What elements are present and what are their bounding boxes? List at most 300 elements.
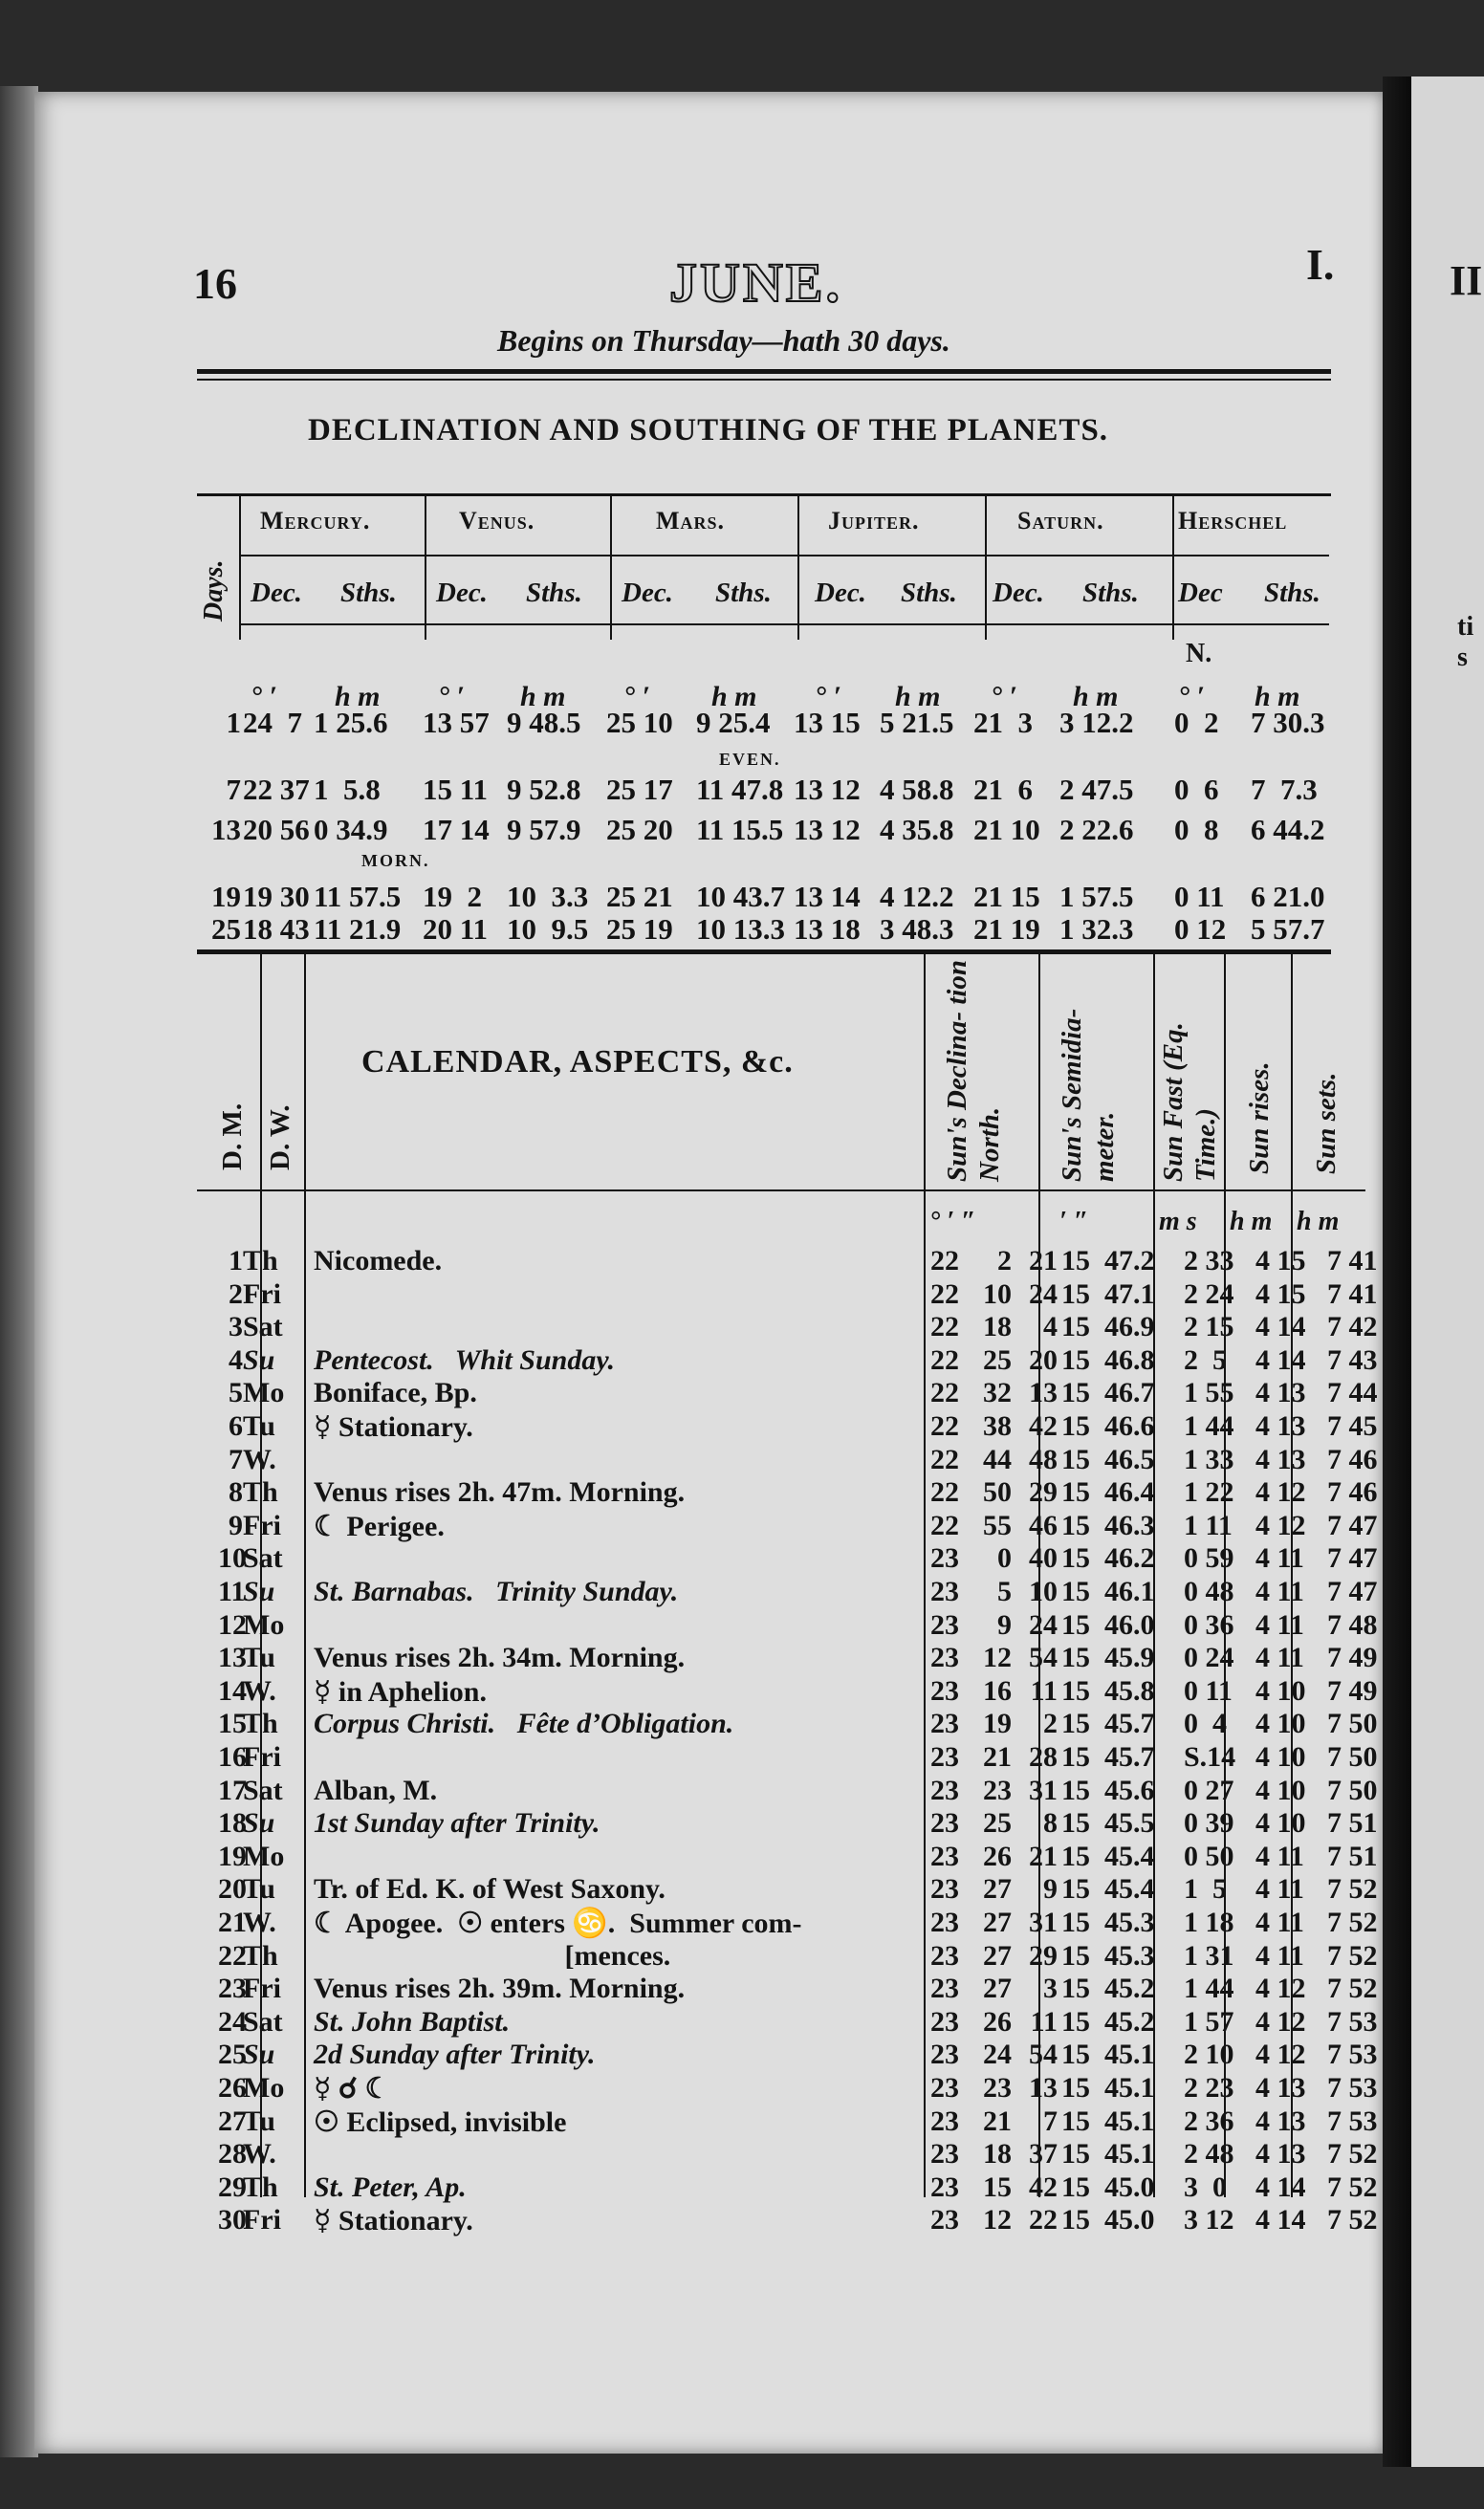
- planet-cell: 1 5.8: [314, 773, 381, 806]
- facing-page: [1411, 76, 1484, 2467]
- subhead-sths: Sths.: [526, 578, 582, 608]
- calendar-row: [218, 1973, 1394, 2006]
- semidiameter: 15 45.4: [1061, 1873, 1155, 1905]
- event-text: Alban, M.: [314, 1775, 438, 1806]
- declination-degrees: 23: [930, 1940, 959, 1972]
- semidiameter: 15 46.8: [1061, 1344, 1155, 1376]
- calendar-heading: CALENDAR, ASPECTS, &c.: [361, 1044, 794, 1080]
- declination-seconds: 54: [1029, 1642, 1058, 1673]
- facing-page-fragment: II: [1450, 257, 1483, 304]
- declination-degrees: 22: [930, 1377, 959, 1408]
- day-of-month: 11: [218, 1576, 246, 1607]
- day-of-week: Th: [243, 1476, 278, 1508]
- planet-cell: 18 43: [243, 912, 310, 946]
- declination-minutes: 23: [983, 2072, 1012, 2104]
- day-of-week: W.: [243, 1444, 276, 1475]
- unit-label: ° ′: [251, 681, 277, 712]
- semidiameter: 15 45.3: [1061, 1940, 1155, 1972]
- day-of-week: Tu: [243, 1642, 275, 1673]
- sun-fast: 1 31: [1184, 1940, 1234, 1972]
- planet-cell: 0 8: [1174, 813, 1219, 846]
- day-of-week: Fri: [243, 2204, 281, 2236]
- calendar-row: [218, 2171, 1394, 2205]
- calendar-row: [218, 1807, 1394, 1841]
- sun-rises: 4 11: [1255, 1609, 1304, 1641]
- day-of-month: 13: [218, 1642, 247, 1673]
- declination-minutes: 10: [983, 1278, 1012, 1310]
- planets-bottom-rule: [197, 949, 1331, 954]
- sun-rises: 4 12: [1255, 2039, 1306, 2070]
- sun-sets: 7 50: [1327, 1708, 1378, 1739]
- subhead-dec: Dec.: [436, 578, 488, 608]
- semidiameter: 15 45.6: [1061, 1775, 1155, 1806]
- declination-seconds: 8: [1043, 1807, 1058, 1839]
- col-sun-sets: Sun sets.: [1311, 1072, 1342, 1174]
- calendar-row: [218, 2072, 1394, 2105]
- declination-degrees: 23: [930, 1973, 959, 2004]
- subhead-dec: Dec: [1178, 578, 1223, 608]
- days-label: Days.: [199, 559, 229, 622]
- semidiameter: 15 46.1: [1061, 1576, 1155, 1607]
- sun-sets: 7 49: [1327, 1642, 1378, 1673]
- sun-rises: 4 13: [1255, 2072, 1306, 2104]
- declination-seconds: 13: [1029, 1377, 1058, 1408]
- semidiameter: 15 45.9: [1061, 1642, 1155, 1673]
- sun-rises: 4 10: [1255, 1775, 1306, 1806]
- sun-sets: 7 45: [1327, 1410, 1378, 1442]
- planet-cell: 1 57.5: [1059, 880, 1134, 913]
- planet-cell: 0 34.9: [314, 813, 388, 846]
- planet-cell: 24 7: [243, 706, 302, 739]
- unit-label: h m: [1230, 1207, 1273, 1236]
- declination-degrees: 23: [930, 2006, 959, 2038]
- sun-fast: 2 48: [1184, 2138, 1234, 2170]
- event-text: ☾ Perigee.: [314, 1511, 445, 1542]
- day-of-week: Th: [243, 1708, 278, 1739]
- day-of-month: 22: [218, 1940, 247, 1972]
- sun-rises: 4 10: [1255, 1675, 1306, 1707]
- planet-cell: 10 3.3: [507, 880, 589, 913]
- day-of-week: Tu: [243, 1873, 275, 1905]
- declination-seconds: 10: [1029, 1576, 1058, 1607]
- subhead-sths: Sths.: [340, 578, 397, 608]
- planet-cell: 21 6: [973, 773, 1033, 806]
- month-title: JUNE.: [669, 251, 842, 314]
- semidiameter: 15 45.3: [1061, 1907, 1155, 1938]
- event-text: Nicomede.: [314, 1245, 443, 1276]
- semidiameter: 15 46.2: [1061, 1542, 1155, 1574]
- sun-sets: 7 49: [1327, 1675, 1378, 1707]
- sun-rises: 4 14: [1255, 1311, 1306, 1342]
- sun-sets: 7 43: [1327, 1344, 1378, 1376]
- sun-fast: 1 18: [1184, 1907, 1234, 1938]
- planet-row-day: 19: [211, 880, 241, 913]
- planet-cell: 22 37: [243, 773, 310, 806]
- declination-seconds: 54: [1029, 2039, 1058, 2070]
- declination-degrees: 23: [930, 1708, 959, 1739]
- declination-degrees: 23: [930, 2204, 959, 2236]
- event-text: St. Barnabas. Trinity Sunday.: [314, 1576, 679, 1607]
- day-of-week: Th: [243, 1245, 278, 1276]
- declination-degrees: 23: [930, 1741, 959, 1773]
- day-of-month: 21: [218, 1907, 247, 1938]
- day-of-week: W.: [243, 1675, 276, 1707]
- sun-sets: 7 44: [1327, 1377, 1378, 1408]
- semidiameter: 15 45.1: [1061, 2105, 1155, 2137]
- declination-degrees: 23: [930, 1642, 959, 1673]
- day-of-month: 3: [229, 1311, 243, 1342]
- declination-minutes: 21: [983, 2105, 1012, 2137]
- unit-label: ° ′: [815, 681, 841, 712]
- planet-cell: 4 12.2: [880, 880, 954, 913]
- calendar-row: [218, 1344, 1394, 1378]
- unit-label: h m: [1255, 681, 1300, 712]
- calendar-row: [218, 1542, 1394, 1576]
- planets-table-title: DECLINATION AND SOUTHING OF THE PLANETS.: [308, 413, 1109, 447]
- calendar-row: [218, 1444, 1394, 1477]
- unit-label: ° ′: [1178, 681, 1205, 712]
- event-text: ☉ Eclipsed, invisible: [314, 2106, 567, 2138]
- planet-mercury: Mercury.: [260, 507, 371, 535]
- day-of-week: W.: [243, 1907, 276, 1938]
- col-sun-rises: Sun rises.: [1244, 1061, 1275, 1174]
- unit-label: h m: [1073, 681, 1119, 712]
- planet-cell: 3 12.2: [1059, 706, 1134, 739]
- event-text: Pentecost. Whit Sunday.: [314, 1344, 616, 1376]
- planet-cell: 21 19: [973, 912, 1040, 946]
- declination-degrees: 23: [930, 1807, 959, 1839]
- day-of-week: W.: [243, 2138, 276, 2170]
- declination-seconds: 46: [1029, 1510, 1058, 1541]
- calendar-row: [218, 1278, 1394, 1312]
- day-of-week: Tu: [243, 1410, 275, 1442]
- day-of-month: 26: [218, 2072, 247, 2104]
- top-rule-thin: [197, 379, 1331, 381]
- sun-rises: 4 11: [1255, 1907, 1304, 1938]
- event-text: Corpus Christi. Fête d’Obligation.: [314, 1708, 734, 1739]
- column-divider: [610, 496, 612, 640]
- day-of-week: Mo: [243, 1609, 285, 1641]
- event-text: ☿ ☌ ☾: [314, 2073, 391, 2105]
- calendar-row: [218, 1675, 1394, 1709]
- declination-degrees: 23: [930, 1675, 959, 1707]
- planet-cell: 11 15.5: [696, 813, 784, 846]
- day-of-month: 16: [218, 1741, 247, 1773]
- declination-seconds: 24: [1029, 1609, 1058, 1641]
- planet-cell: 20 11: [423, 912, 489, 946]
- sun-rises: 4 15: [1255, 1278, 1306, 1310]
- day-of-week: Mo: [243, 1377, 285, 1408]
- column-divider: [1172, 496, 1174, 640]
- planet-cell: 1 32.3: [1059, 912, 1134, 946]
- declination-degrees: 22: [930, 1278, 959, 1310]
- sun-rises: 4 13: [1255, 2138, 1306, 2170]
- morn-note: MORN.: [361, 851, 430, 870]
- planet-cell: 9 48.5: [507, 706, 581, 739]
- semidiameter: 15 45.7: [1061, 1708, 1155, 1739]
- planet-venus: Venus.: [459, 507, 535, 535]
- day-of-week: Su: [243, 1344, 275, 1376]
- day-of-month: 10: [218, 1542, 247, 1574]
- planet-cell: 21 3: [973, 706, 1033, 739]
- subhead-dec: Dec.: [622, 578, 673, 608]
- planet-row-day: 13: [211, 813, 241, 846]
- declination-seconds: 31: [1029, 1907, 1058, 1938]
- planets-subheader-rule: [239, 623, 1329, 625]
- event-text: ☿ Stationary.: [314, 1411, 473, 1443]
- planet-cell: 13 57: [423, 706, 490, 739]
- day-of-week: Fri: [243, 1741, 281, 1773]
- unit-label: ° ′: [623, 681, 650, 712]
- declination-degrees: 23: [930, 1576, 959, 1607]
- planet-cell: 25 21: [606, 880, 673, 913]
- subhead-sths: Sths.: [715, 578, 772, 608]
- declination-seconds: 11: [1030, 1675, 1058, 1707]
- sun-rises: 4 11: [1255, 1642, 1304, 1673]
- planet-cell: 3 48.3: [880, 912, 954, 946]
- book-spine: [0, 86, 38, 2457]
- calendar-row: [218, 1907, 1394, 1940]
- semidiameter: 15 47.1: [1061, 1278, 1155, 1310]
- day-of-week: Fri: [243, 1973, 281, 2004]
- declination-minutes: 12: [983, 2204, 1012, 2236]
- sun-sets: 7 50: [1327, 1741, 1378, 1773]
- declination-degrees: 23: [930, 1907, 959, 1938]
- calendar-row: [218, 2138, 1394, 2171]
- semidiameter: 15 46.7: [1061, 1377, 1155, 1408]
- event-text: Boniface, Bp.: [314, 1377, 477, 1408]
- sun-rises: 4 10: [1255, 1741, 1306, 1773]
- declination-seconds: 3: [1043, 1973, 1058, 2004]
- day-of-week: Mo: [243, 1841, 285, 1872]
- sun-fast: 2 10: [1184, 2039, 1234, 2070]
- sun-sets: 7 52: [1327, 1907, 1378, 1938]
- declination-degrees: 22: [930, 1344, 959, 1376]
- planet-cell: 13 18: [794, 912, 861, 946]
- sun-sets: 7 53: [1327, 2105, 1378, 2137]
- day-of-month: 7: [229, 1444, 243, 1475]
- semidiameter: 15 46.9: [1061, 1311, 1155, 1342]
- sun-rises: 4 15: [1255, 1245, 1306, 1276]
- sun-sets: 7 47: [1327, 1510, 1378, 1541]
- day-of-week: Fri: [243, 1278, 281, 1310]
- planet-herschel: Herschel: [1178, 507, 1288, 535]
- planet-cell: 20 56: [243, 813, 310, 846]
- col-sun-fast: Sun Fast (Eq. Time.): [1158, 1022, 1221, 1182]
- sun-rises: 4 11: [1255, 1873, 1304, 1905]
- semidiameter: 15 45.0: [1061, 2171, 1155, 2203]
- declination-seconds: 48: [1029, 1444, 1058, 1475]
- sun-fast: 1 5: [1184, 1873, 1227, 1905]
- planet-cell: 11 21.9: [314, 912, 402, 946]
- declination-minutes: 15: [983, 2171, 1012, 2203]
- declination-minutes: 26: [983, 1841, 1012, 1872]
- unit-label: ° ′: [991, 681, 1017, 712]
- sun-rises: 4 11: [1255, 1576, 1304, 1607]
- unit-label: h m: [895, 681, 941, 712]
- semidiameter: 15 46.6: [1061, 1410, 1155, 1442]
- declination-seconds: 21: [1029, 1245, 1058, 1276]
- declination-minutes: 27: [983, 1973, 1012, 2004]
- sun-rises: 4 13: [1255, 1410, 1306, 1442]
- day-of-week: Fri: [243, 1510, 281, 1541]
- semidiameter: 15 46.0: [1061, 1609, 1155, 1641]
- planet-cell: 7 7.3: [1251, 773, 1318, 806]
- calendar-row: [218, 1940, 1394, 1974]
- sun-fast: 2 5: [1184, 1344, 1227, 1376]
- declination-minutes: 25: [983, 1344, 1012, 1376]
- semidiameter: 15 47.2: [1061, 1245, 1155, 1276]
- sun-fast: 0 48: [1184, 1576, 1234, 1607]
- day-of-month: 12: [218, 1609, 247, 1641]
- day-of-month: 28: [218, 2138, 247, 2170]
- declination-minutes: 38: [983, 1410, 1012, 1442]
- planet-cell: 25 10: [606, 706, 673, 739]
- event-text: ☿ in Aphelion.: [314, 1676, 487, 1708]
- calendar-row: [218, 1873, 1394, 1907]
- planet-row-day: 1: [226, 706, 241, 739]
- declination-degrees: 23: [930, 2039, 959, 2070]
- planet-cell: 4 58.8: [880, 773, 954, 806]
- declination-degrees: 22: [930, 1444, 959, 1475]
- sun-sets: 7 51: [1327, 1807, 1378, 1839]
- planet-cell: 13 12: [794, 813, 861, 846]
- declination-minutes: 12: [983, 1642, 1012, 1673]
- sun-rises: 4 14: [1255, 2171, 1306, 2203]
- declination-minutes: 26: [983, 2006, 1012, 2038]
- planet-cell: 17 14: [423, 813, 490, 846]
- declination-seconds: 9: [1043, 1873, 1058, 1905]
- planet-cell: 0 6: [1174, 773, 1219, 806]
- calendar-row: [218, 1841, 1394, 1874]
- semidiameter: 15 45.2: [1061, 2006, 1155, 2038]
- day-of-month: 6: [229, 1410, 243, 1442]
- subhead-dec: Dec.: [815, 578, 866, 608]
- day-of-month: 29: [218, 2171, 247, 2203]
- facing-page-fragment: s: [1457, 643, 1468, 672]
- declination-seconds: 42: [1029, 1410, 1058, 1442]
- declination-degrees: 23: [930, 2105, 959, 2137]
- calendar-row: [218, 2006, 1394, 2040]
- top-rule: [197, 369, 1331, 374]
- semidiameter: 15 45.1: [1061, 2039, 1155, 2070]
- sun-sets: 7 47: [1327, 1576, 1378, 1607]
- sun-sets: 7 46: [1327, 1476, 1378, 1508]
- planet-cell: 7 30.3: [1251, 706, 1325, 739]
- sun-sets: 7 51: [1327, 1841, 1378, 1872]
- declination-degrees: 22: [930, 1245, 959, 1276]
- sun-rises: 4 12: [1255, 1476, 1306, 1508]
- col-sun-semidiameter: Sun's Semidia- meter.: [1057, 1008, 1120, 1182]
- day-of-week: Th: [243, 1940, 278, 1972]
- unit-label: ° ′ ″: [929, 1207, 976, 1236]
- sun-fast: 1 33: [1184, 1444, 1234, 1475]
- sun-rises: 4 13: [1255, 2105, 1306, 2137]
- planet-cell: 1 25.6: [314, 706, 388, 739]
- declination-minutes: 44: [983, 1444, 1012, 1475]
- event-text: Venus rises 2h. 47m. Morning.: [314, 1476, 686, 1508]
- col-day-of-week: D. W.: [265, 1104, 295, 1170]
- declination-seconds: 31: [1029, 1775, 1058, 1806]
- sun-sets: 7 52: [1327, 2204, 1378, 2236]
- day-of-month: 24: [218, 2006, 247, 2038]
- subhead-sths: Sths.: [901, 578, 957, 608]
- sun-fast: 0 27: [1184, 1775, 1234, 1806]
- declination-seconds: 40: [1029, 1542, 1058, 1574]
- day-of-month: 19: [218, 1841, 247, 1872]
- day-of-month: 8: [229, 1476, 243, 1508]
- calendar-row: [218, 1775, 1394, 1808]
- declination-minutes: 0: [997, 1542, 1012, 1574]
- sun-rises: 4 14: [1255, 1344, 1306, 1376]
- planet-cell: 25 19: [606, 912, 673, 946]
- sun-fast: 0 50: [1184, 1841, 1234, 1872]
- declination-minutes: 27: [983, 1907, 1012, 1938]
- declination-seconds: 29: [1029, 1940, 1058, 1972]
- planets-header-rule: [239, 555, 1329, 556]
- planet-cell: 9 57.9: [507, 813, 581, 846]
- day-of-month: 4: [229, 1344, 243, 1376]
- planet-cell: 0 11: [1174, 880, 1225, 913]
- sun-sets: 7 52: [1327, 1973, 1378, 2004]
- declination-seconds: 29: [1029, 1476, 1058, 1508]
- sun-sets: 7 52: [1327, 2138, 1378, 2170]
- planet-cell: 6 21.0: [1251, 880, 1325, 913]
- calendar-row: [218, 1410, 1394, 1444]
- planet-cell: 21 15: [973, 880, 1040, 913]
- sun-sets: 7 46: [1327, 1444, 1378, 1475]
- subhead-dec: Dec.: [251, 578, 302, 608]
- planet-mars: Mars.: [656, 507, 726, 535]
- calendar-row: [218, 1708, 1394, 1741]
- event-text: ☿ Stationary.: [314, 2205, 473, 2236]
- sun-fast: 0 59: [1184, 1542, 1234, 1574]
- planet-cell: 13 12: [794, 773, 861, 806]
- declination-seconds: 37: [1029, 2138, 1058, 2170]
- sun-fast: 0 11: [1184, 1675, 1233, 1707]
- sun-fast: 3 0: [1184, 2171, 1227, 2203]
- event-text: Tr. of Ed. K. of West Saxony.: [314, 1873, 666, 1905]
- column-divider: [985, 496, 987, 640]
- planet-cell: 2 22.6: [1059, 813, 1134, 846]
- event-text: ☾ Apogee. ☉ enters ♋. Summer com-: [314, 1908, 802, 1939]
- event-text: St. Peter, Ap.: [314, 2171, 467, 2203]
- day-of-month: 9: [229, 1510, 243, 1541]
- event-text: Venus rises 2h. 39m. Morning.: [314, 1973, 686, 2004]
- day-of-month: 15: [218, 1708, 247, 1739]
- calendar-row: [218, 2039, 1394, 2072]
- calendar-row: [218, 1741, 1394, 1775]
- subhead-sths: Sths.: [1082, 578, 1139, 608]
- planet-row-day: 25: [211, 912, 241, 946]
- event-text: [mences.: [314, 1940, 671, 1972]
- sun-fast: 2 23: [1184, 2072, 1234, 2104]
- declination-minutes: 2: [997, 1245, 1012, 1276]
- event-text: 2d Sunday after Trinity.: [314, 2039, 596, 2070]
- declination-degrees: 23: [930, 2171, 959, 2203]
- planet-cell: 19 30: [243, 880, 310, 913]
- calendar-row: [218, 1377, 1394, 1410]
- day-of-week: Su: [243, 1576, 275, 1607]
- declination-minutes: 50: [983, 1476, 1012, 1508]
- sun-fast: 1 55: [1184, 1377, 1234, 1408]
- event-text: Venus rises 2h. 34m. Morning.: [314, 1642, 686, 1673]
- sun-fast: 2 33: [1184, 1245, 1234, 1276]
- calendar-row: [218, 1642, 1394, 1675]
- sun-rises: 4 12: [1255, 1973, 1306, 2004]
- semidiameter: 15 46.5: [1061, 1444, 1155, 1475]
- day-of-week: Mo: [243, 2072, 285, 2104]
